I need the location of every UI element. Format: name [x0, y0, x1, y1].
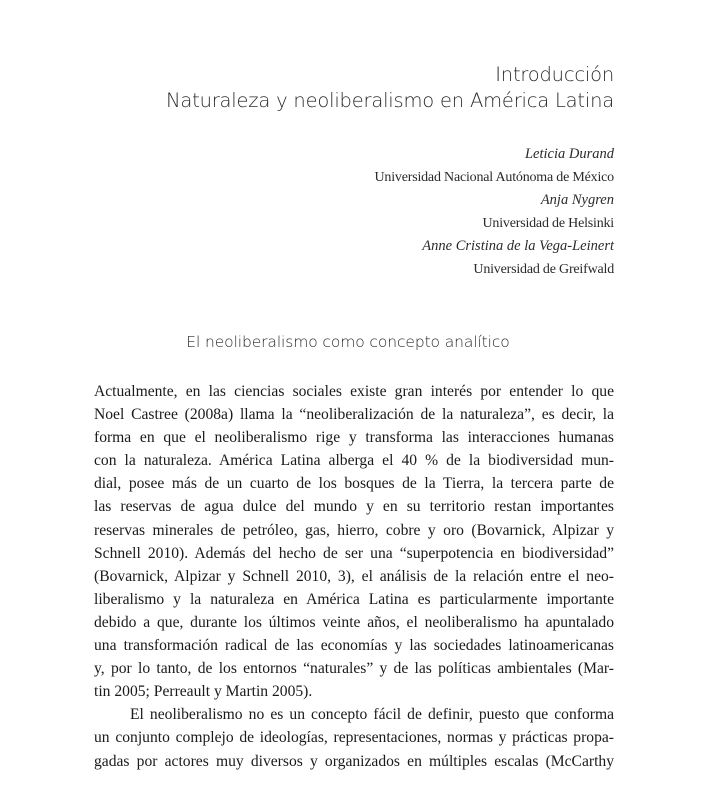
text-line: Actualmente, en las ciencias sociales existe gran interés por entender lo que	[94, 383, 614, 400]
author-affiliation: Universidad de Greifwald	[473, 262, 614, 277]
section-heading	[0, 333, 704, 351]
chapter-title	[166, 62, 614, 114]
text-line: dial, posee más de un cuarto de los bosques de la Tierra, la tercera parte de	[94, 475, 614, 493]
author-list	[375, 143, 614, 281]
text-line: liberalismo y la naturaleza en América Latina es particularmente importante	[94, 590, 614, 608]
text-line: una transformación radical de las economías y las sociedades latinoamericanas	[94, 637, 614, 655]
author-affiliation: Universidad de Helsinki	[482, 216, 614, 231]
section-heading-text: El neoliberalismo como concepto analítico	[186, 333, 510, 351]
author-affiliation: Universidad Nacional Autónoma de México	[374, 170, 614, 185]
text-line: gadas por actores muy diversos y organizados en múltiples escalas (McCarthy	[94, 752, 614, 770]
text-line: un conjunto complejo de ideologías, representaciones, normas y prácticas propa-	[94, 729, 614, 747]
text-line: forma en que el neoliberalismo rige y transforma las interacciones humanas	[94, 429, 614, 447]
chapter-title-line-1: Introducción	[495, 63, 614, 86]
text-line: las reservas de agua dulce del mundo y en su territorio restan importantes	[94, 498, 614, 516]
text-line: reservas minerales de petróleo, gas, hierro, cobre y oro (Bovarnick, Alpizar y	[94, 521, 614, 539]
author-name: Anne Cristina de la Vega-Leinert	[422, 238, 614, 254]
text-line: y, por lo tanto, de los entornos “naturales” y de las políticas ambientales (Mar-	[94, 660, 614, 678]
text-line: (Bovarnick, Alpizar y Schnell 2010, 3), el análisis de la relación entre el neo-	[94, 567, 614, 585]
text-line: tin 2005; Perreault y Martin 2005).	[94, 683, 313, 701]
text-line: con la naturaleza. América Latina alberga el 40 % de la biodiversidad mun-	[94, 452, 614, 470]
text-line: debido a que, durante los últimos veinte años, el neoliberalismo ha apuntalado	[94, 613, 614, 631]
text-line: El neoliberalismo no es un concepto fácil de definir, puesto que conforma	[130, 706, 614, 724]
author-name: Leticia Durand	[524, 146, 614, 162]
chapter-title-line-2: Naturaleza y neoliberalismo en América Latina	[165, 89, 614, 112]
author-name: Anja Nygren	[540, 192, 614, 208]
paragraph-2	[94, 703, 614, 772]
body-text	[94, 380, 614, 773]
text-line: Noel Castree (2008a) llama la “neoliberalización de la naturaleza”, es decir, la	[94, 406, 614, 424]
paragraph-1	[94, 380, 614, 703]
text-line: Schnell 2010). Además del hecho de ser una “superpotencia en biodiversidad”	[94, 544, 614, 562]
